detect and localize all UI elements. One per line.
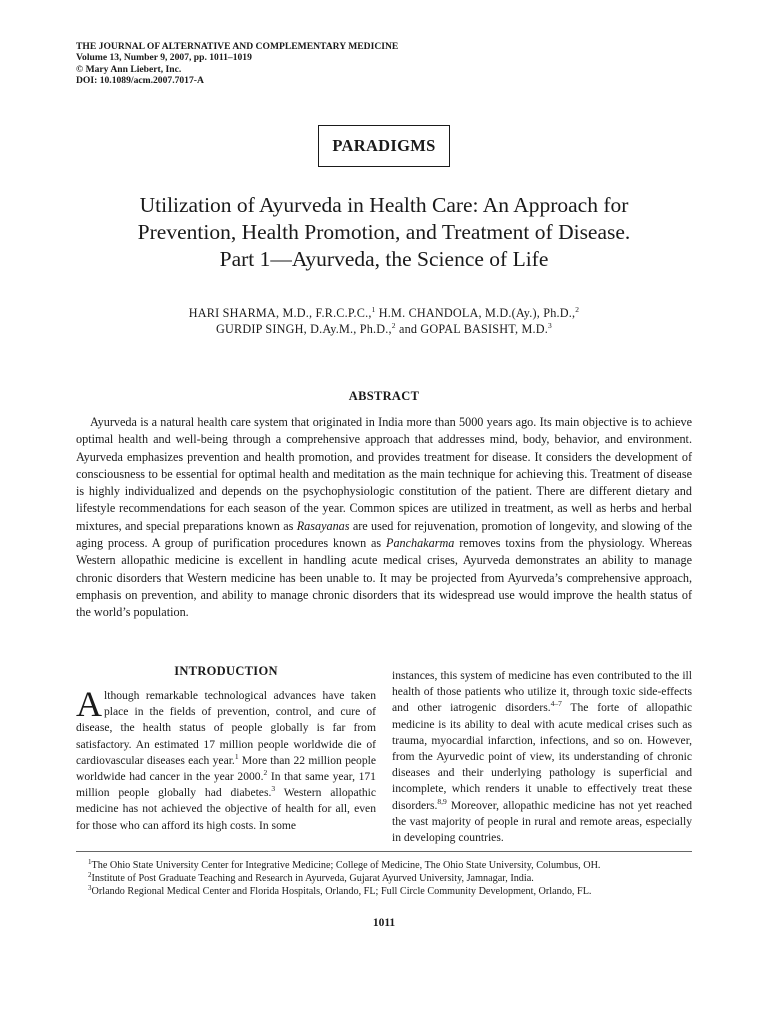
journal-name: THE JOURNAL OF ALTERNATIVE AND COMPLEMENTARY MEDICINE — [76, 41, 399, 52]
abstract-body — [76, 414, 692, 622]
author-line-2 — [60, 321, 708, 337]
author-basisht: and GOPAL BASISHT, M.D. — [395, 322, 549, 336]
abstract-text: Ayurveda is a natural health care system that originated in India more than 5000 years ago. Its main objective is to achieve optimal health and well-being through a comprehensive approach that addresses mind, body, behavior, and environment. Ayurveda emphasizes prevention and health promotion, and provides treatment for disease. It considers the development of consciousness to be essential for optimal health and meditation as the main technique for achieving this. Treatment of disease is highly individualized and depends on the psychophysiologic constitution of the patient. There are different dietary and lifestyle recommendations for each season of the year. Common spices are utilized in treatment, as well as herbs and herbal mixtures, and special preparations known as — [76, 415, 692, 533]
footnote-3 — [88, 885, 692, 898]
footnote-text: Orlando Regional Medical Center and Florida Hospitals, Orlando, FL; Full Circle Community Development, Orlando, FL. — [91, 886, 592, 897]
author-sharma: HARI SHARMA, M.D., F.R.C.P.C., — [188, 306, 372, 320]
body-text: lthough remarkable technological advances have taken place in the fields of prevention, control, and cure of disease, the health status of people globally is far from satisfactory. An estimated 17 million people worldwide die of cardiovascular diseases each year. — [76, 689, 376, 767]
drop-cap: A — [76, 684, 102, 724]
introduction-heading: INTRODUCTION — [174, 664, 278, 678]
section-label: PARADIGMS — [318, 125, 450, 167]
abstract-text: removes toxins from the physiology. Whereas Western allopathic medicine is excellent in handling acute medical crises, Ayurveda demonstrates an ability to manage chronic disorders that Western medicine has been unable to. It may be projected from Ayurveda’s comprehensive approach, emphasis on prevention, and ability to manage chronic disorders that its widespread use would improve the health status of the world’s population. — [76, 536, 692, 620]
footnotes — [88, 859, 692, 898]
affiliation-mark: 1 — [371, 305, 376, 314]
footnote-2 — [88, 872, 692, 885]
term-panchakarma: Panchakarma — [386, 536, 455, 551]
title-line-2: Prevention, Health Promotion, and Treatment of Disease. — [137, 220, 631, 244]
reference-mark: 3 — [271, 784, 276, 794]
article-title — [60, 192, 708, 273]
introduction-paragraph-continued — [392, 668, 692, 846]
footnote-mark: 2 — [88, 871, 92, 879]
footnote-text: Institute of Post Graduate Teaching and Research in Ayurveda, Gujarat Ayurved University, Jamnagar, India. — [91, 873, 534, 884]
journal-copyright: © Mary Ann Liebert, Inc. — [76, 63, 182, 75]
page-number: 1011 — [372, 917, 396, 929]
footnote-divider — [76, 851, 692, 852]
introduction-paragraph — [76, 684, 376, 834]
body-text: instances, this system of medicine has even contributed to the ill health of those patients who utilize it, through toxic side-effects and other iatrogenic disorders. — [392, 669, 692, 715]
introduction-left-column — [76, 664, 376, 834]
author-chandola: H.M. CHANDOLA, M.D.(Ay.), Ph.D., — [375, 306, 576, 320]
abstract-heading: ABSTRACT — [348, 389, 420, 403]
introduction-right-column — [392, 668, 692, 846]
author-list — [60, 305, 708, 337]
body-text: Moreover, allopathic medicine has not yet reached the vast majority of people in rural and remote areas, especially in developing countries. — [392, 798, 692, 845]
reference-mark: 2 — [263, 768, 268, 778]
reference-mark: 4–7 — [550, 699, 562, 709]
body-text: In that same year, 171 million people globally had diabetes. — [76, 770, 376, 800]
journal-doi: DOI: 10.1089/acm.2007.7017-A — [76, 74, 204, 86]
body-text: Western allopathic medicine has not achieved the objective of health for all, even for those who can afford its high costs. In some — [76, 786, 376, 832]
title-line-3: Part 1—Ayurveda, the Science of Life — [219, 247, 549, 271]
affiliation-mark: 3 — [548, 321, 552, 330]
journal-volume: Volume 13, Number 9, 2007, pp. 1011–1019 — [76, 52, 252, 64]
footnote-text: The Ohio State University Center for Integrative Medicine; College of Medicine, The Ohio State University, Columbus, OH. — [91, 860, 601, 871]
body-text: The forte of allopathic medicine is its ability to deal with acute medical crises such as trauma, myocardial infarction, infections, and so on. However, from the Ayurvedic point of view, its understanding of chronic diseases and their underlying pathology is superficial and incomplete, which renders it unable to effectively treat these disorders. — [392, 701, 692, 812]
footnote-1 — [88, 859, 692, 872]
footnote-mark: 3 — [88, 884, 92, 892]
abstract-paragraph — [76, 414, 692, 622]
footnote-mark: 1 — [88, 858, 92, 866]
abstract-text: are used for rejuvenation, promotion of longevity, and slowing of the aging process. A group of purification procedures known as — [76, 518, 692, 551]
reference-mark: 1 — [234, 751, 239, 761]
reference-mark: 8,9 — [437, 796, 447, 806]
journal-header — [76, 41, 398, 86]
affiliation-mark: 2 — [391, 321, 396, 330]
author-singh: GURDIP SINGH, D.Ay.M., Ph.D., — [216, 322, 392, 336]
author-line-1 — [60, 305, 708, 321]
term-rasayanas: Rasayanas — [296, 518, 350, 533]
title-line-1: Utilization of Ayurveda in Health Care: An Approach for — [139, 193, 629, 217]
body-text: More than 22 million people worldwide had cancer in the year 2000. — [76, 753, 376, 784]
affiliation-mark: 2 — [575, 305, 580, 314]
